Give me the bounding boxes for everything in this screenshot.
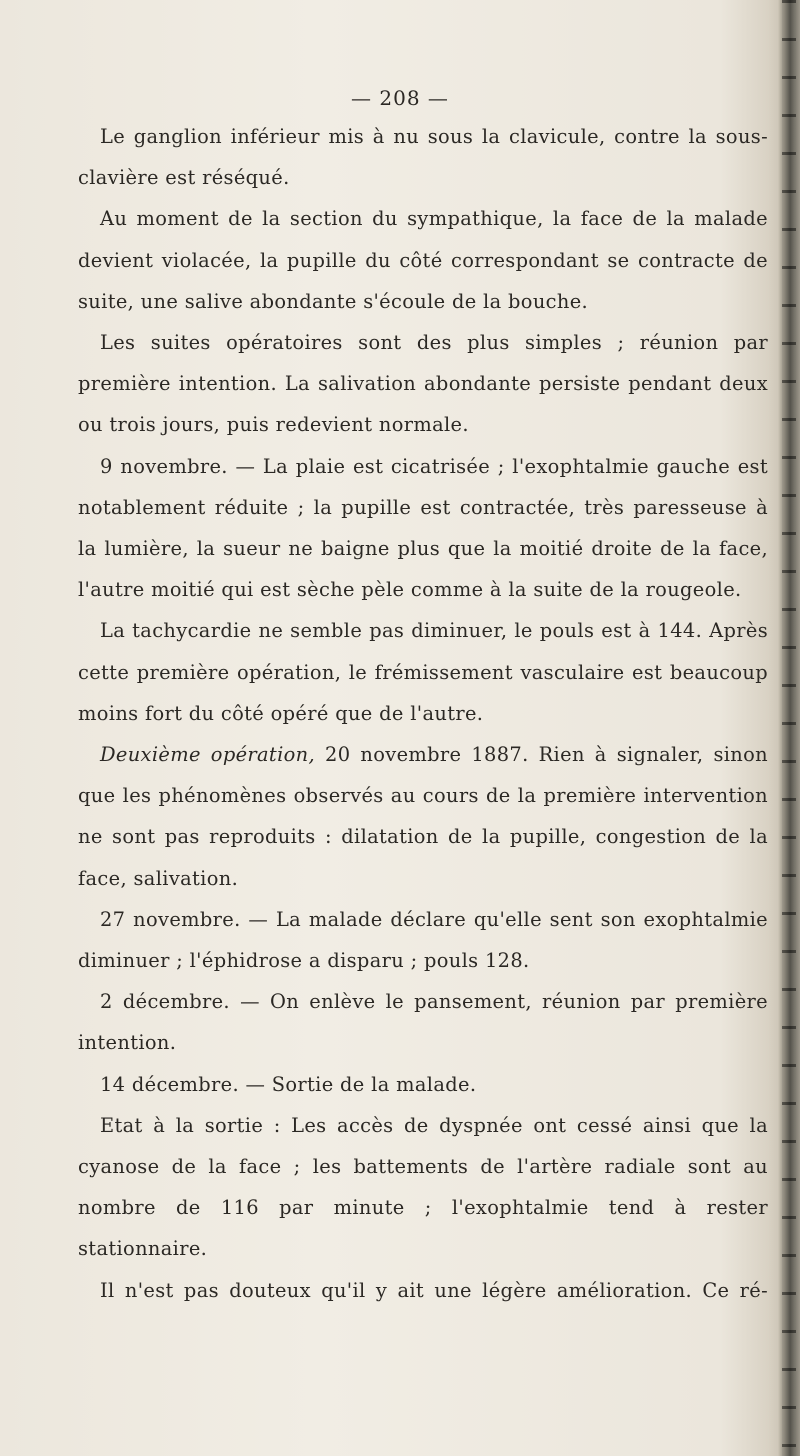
paragraph-2: Au moment de la section du sympathique, la face de la malade devient violacée, la pupille du côté correspondant se contracte de suite, une salive abondante s'écoule de la bouche. [78,207,768,313]
binding-stitch-marks [782,0,796,1456]
page-number: — 208 — [351,86,449,110]
paragraph-5: La tachycardie ne semble pas diminuer, le pouls est à 144. Après cette première opération, le frémissement vasculaire est beaucoup moins fort du côté opéré que de l'autre. [78,619,768,725]
paragraph-4: 9 novembre. — La plaie est cicatrisée ; l'exophtalmie gauche est notablement réduite ; la pupille est contractée, très paresseuse à la lumière, la sueur ne baigne plus que la moitié droite de la face, l'autre moitié qui est sèche pèle comme à la suite de la rougeole. [78,454,768,602]
paragraph-10: Etat à la sortie : Les accès de dyspnée ont cessé ainsi que la cyanose de la face ; les battements de l'artère radiale sont au nombre de 116 par minute ; l'exophtalmie tend à rester stationnaire. [78,1113,768,1261]
body-text [78,116,768,1311]
paragraph-1: Le ganglion inférieur mis à nu sous la clavicule, contre la sous-clavière est réséqué. [78,125,768,190]
paragraph-7: 27 novembre. — La malade déclare qu'elle sent son exophtalmie diminuer ; l'éphidrose a disparu ; pouls 128. [78,907,768,973]
paragraph-11: Il n'est pas douteux qu'il y ait une légère amélioration. Ce ré- [100,1278,768,1302]
paragraph-3: Les suites opératoires sont des plus simples ; réunion par première intention. La salivation abondante persiste pendant deux ou trois jours, puis redevient normale. [78,331,768,437]
paragraph-9: 14 décembre. — Sortie de la malade. [100,1072,477,1096]
paragraph-6: Deuxième opération, 20 novembre 1887. Rien à signaler, sinon que les phénomènes observés au cours de la première intervention ne sont pas reproduits : dilatation de la pupille, congestion de la face, salivation. [78,743,769,890]
italic-heading: Deuxième opération, [100,743,316,767]
paragraph-8: 2 décembre. — On enlève le pansement, réunion par première intention. [78,990,768,1055]
